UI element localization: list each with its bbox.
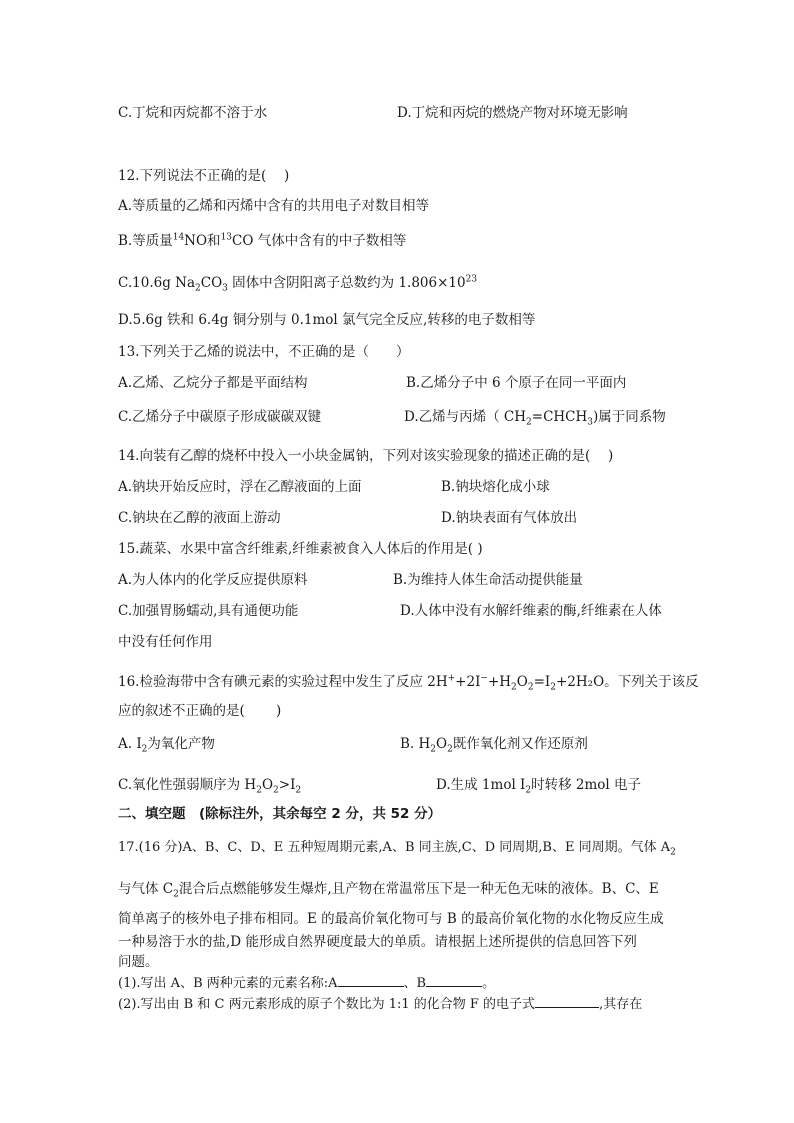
q16-option-d: D.生成 1mol $I_2$时转移 2mol 电子 bbox=[436, 777, 642, 796]
section-title: 二、填空题 (除标注外，其余每空 2 分，共 52 分） bbox=[118, 806, 442, 822]
q14-stem: 14.向装有乙醇的烧杯中投入一小块金属钠，下列对该实验现象的描述正确的是( ) bbox=[118, 448, 614, 464]
q15-option-a: A.为人体内的化学反应提供原料 bbox=[118, 572, 308, 588]
q17-line-2: 与气体 $C_2$混合后点燃能够发生爆炸,且产物在常温常压下是一种无色无味的液体。B、C、E bbox=[118, 881, 659, 900]
q15-option-c: C.加强胃肠蠕动,具有通便功能 bbox=[118, 603, 299, 619]
q12-option-c: C.10.6g $Na_2CO_3$ 固体中含阴阳离子总数约为 $1.806\times 10^{23}$ bbox=[118, 274, 478, 294]
q11-option-c: C.丁烷和丙烷都不溶于水 bbox=[118, 105, 268, 121]
answer-blank-f[interactable] bbox=[535, 993, 599, 1008]
q16-stem: 16.检验海带中含有碘元素的实验过程中发生了反应 $2H^++2I^-+H_2O_2=I_2+2H_2O$。下列关于该反 bbox=[118, 673, 699, 693]
q15-option-d: D.人体中没有水解纤维素的酶,纤维素在人体 bbox=[400, 603, 662, 619]
q13-option-c: C.乙烯分子中碳原子形成碳碳双键 bbox=[118, 409, 322, 425]
q14-option-b: B.钠块熔化成小球 bbox=[441, 479, 550, 495]
q17-part-2: (2).写出由 B 和 C 两元素形成的原子个数比为 1:1 的化合物 F 的电子式 ,其存在 bbox=[118, 993, 642, 1015]
q17-line-5: 问题。 bbox=[118, 954, 159, 970]
q13-stem: 13.下列关于乙烯的说法中，不正确的是（ ） bbox=[118, 344, 410, 360]
q12-stem: 12.下列说法不正确的是( ) bbox=[118, 168, 290, 184]
q15-option-d-cont: 中没有任何作用 bbox=[118, 634, 213, 650]
q13-option-b: B.乙烯分子中 6 个原子在同一平面内 bbox=[406, 375, 627, 391]
q15-option-b: B.为维持人体生命活动提供能量 bbox=[393, 572, 583, 588]
q12-option-a: A.等质量的乙烯和丙烯中含有的共用电子对数目相等 bbox=[118, 198, 430, 214]
q17-part-1: (1).写出 A、B 两种元素的元素名称:A 、B 。 bbox=[118, 972, 495, 994]
q14-option-c: C.钠块在乙醇的液面上游动 bbox=[118, 510, 281, 526]
q17-line-3: 简单离子的核外电子排布相同。E 的最高价氧化物可与 B 的最高价氧化物的水化物反应生成 bbox=[118, 911, 664, 927]
q17-line-1: 17.(16 分)A、B、C、D、E 五种短周期元素,A、B 同主族,C、D 同周期,B、E 同周期。气体 $A_2$ bbox=[118, 840, 676, 858]
q12-option-b: B.等质量$^{14}$NO和$^{13}$CO 气体中含有的中子数相等 bbox=[118, 232, 407, 249]
q14-option-d: D.钠块表面有气体放出 bbox=[441, 510, 578, 526]
q16-option-a: A. $I_2$为氧化产物 bbox=[118, 736, 215, 755]
q17-line-4: 一种易溶于水的盐,D 能形成自然界硬度最大的单质。请根据上述所提供的信息回答下列 bbox=[118, 934, 637, 950]
q16-option-c: C.氧化性强弱顺序为 $H_2O_2>I_2$ bbox=[118, 777, 302, 796]
q16-option-b: B. $H_2O_2$既作氧化剂又作还原剂 bbox=[400, 736, 588, 755]
answer-blank-a[interactable] bbox=[338, 972, 404, 987]
q13-option-d: D.乙烯与丙烯（ $CH_2=CHCH_3$)属于同系物 bbox=[404, 409, 666, 428]
q16-stem-cont: 应的叙述不正确的是( ) bbox=[118, 703, 282, 719]
q15-stem: 15.蔬菜、水果中富含纤维素,纤维素被食入人体后的作用是( ) bbox=[118, 541, 483, 557]
q14-option-a: A.钠块开始反应时，浮在乙醇液面的上面 bbox=[118, 479, 362, 495]
q13-option-a: A.乙烯、乙烷分子都是平面结构 bbox=[118, 375, 308, 391]
q12-option-d: D.5.6g 铁和 6.4g 铜分别与 0.1mol 氯气完全反应,转移的电子数相等 bbox=[118, 312, 536, 328]
q11-option-d: D.丁烷和丙烷的燃烧产物对环境无影响 bbox=[397, 105, 628, 121]
answer-blank-b[interactable] bbox=[426, 972, 482, 987]
